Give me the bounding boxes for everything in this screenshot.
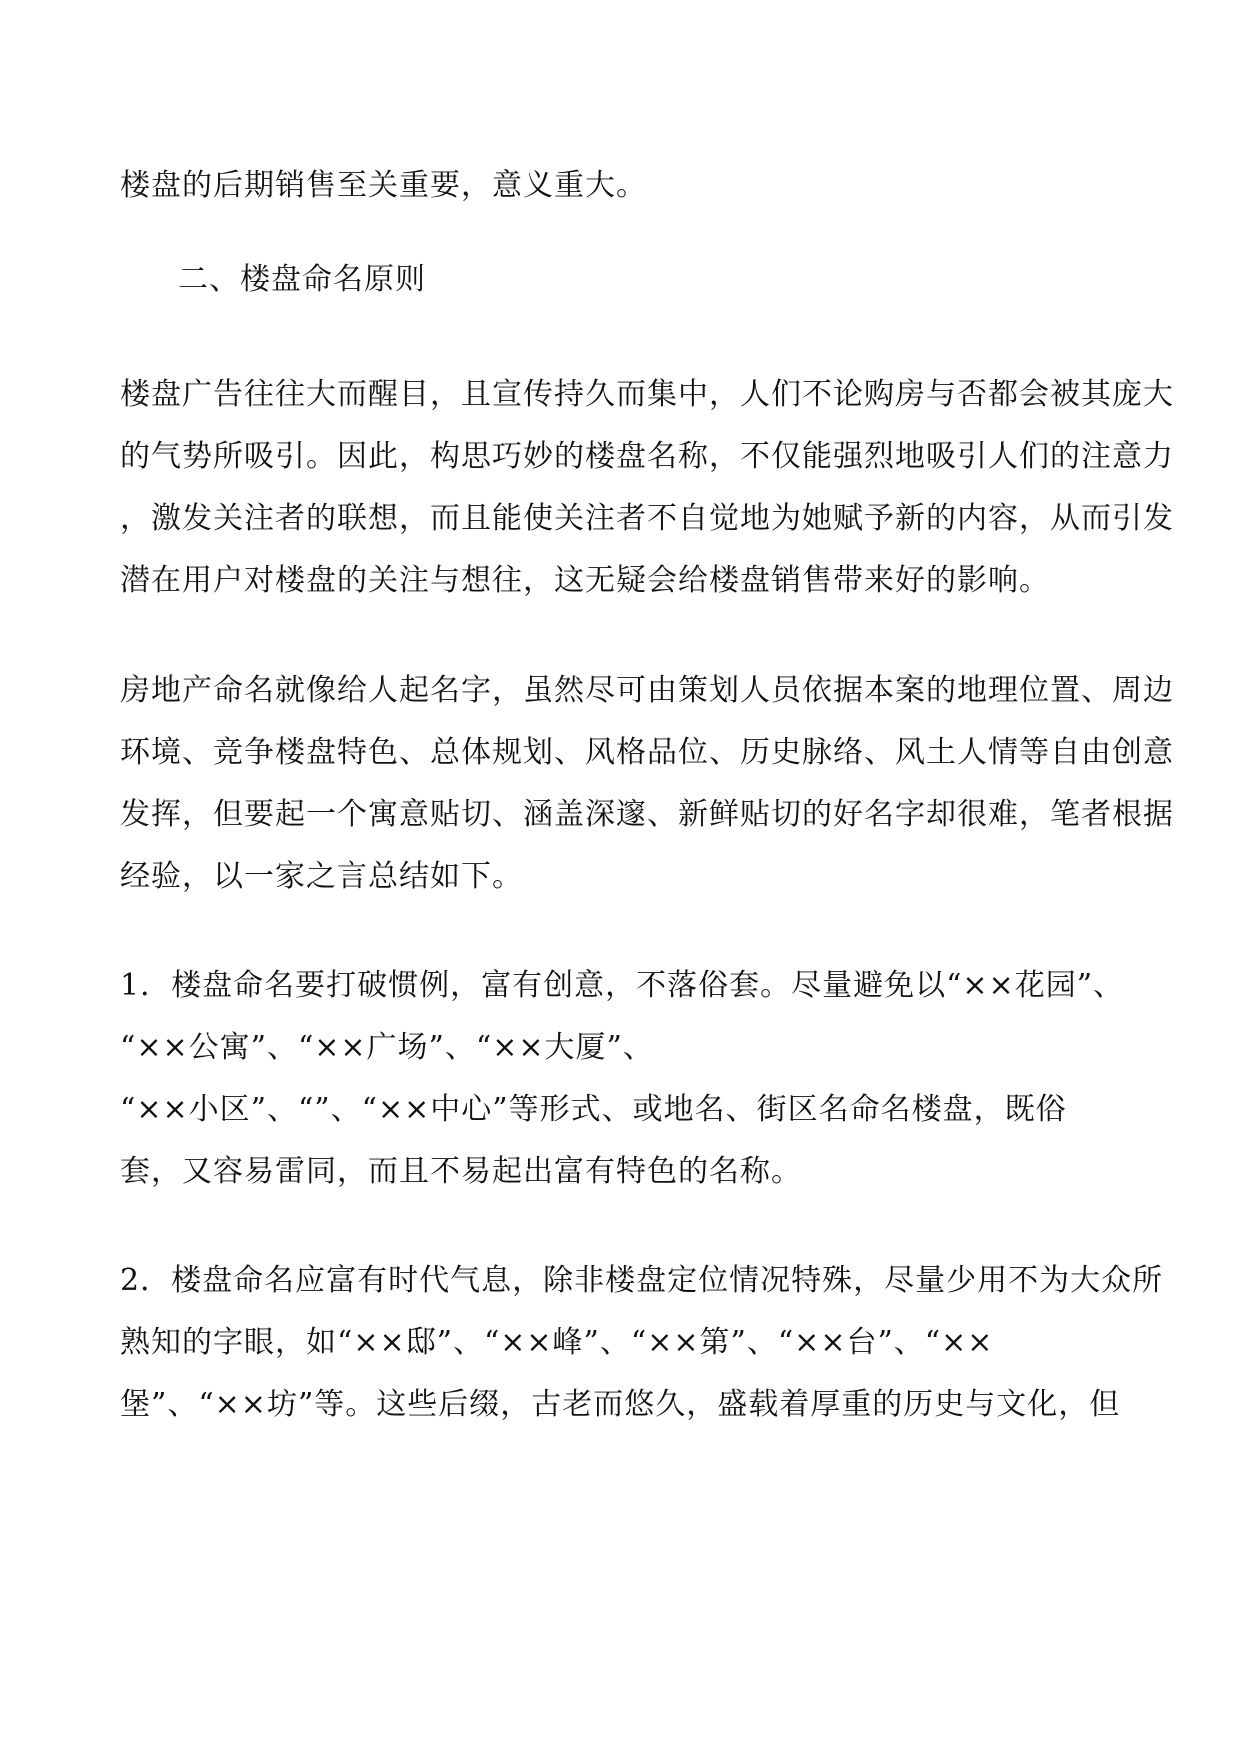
text-line: 堡”、“××坊”等。这些后缀，古老而悠久，盛载着厚重的历史与文化，但 xyxy=(120,1387,1121,1422)
text-line: 的气势所吸引。因此，构思巧妙的楼盘名称，不仅能强烈地吸引人们的注意力 xyxy=(120,439,1174,474)
text-line: ，激发关注者的联想，而且能使关注者不自觉地为她赋予新的内容，从而引发 xyxy=(120,501,1174,536)
text-line: 楼盘的后期销售至关重要，意义重大。 xyxy=(120,168,647,203)
text-line: 潜在用户对楼盘的关注与想往，这无疑会给楼盘销售带来好的影响。 xyxy=(120,563,1050,598)
text-line: “××小区”、“”、“××中心”等形式、或地名、街区名命名楼盘，既俗 xyxy=(120,1092,1067,1127)
text-line: 发挥，但要起一个寓意贴切、涵盖深邃、新鲜贴切的好名字却很难，笔者根据 xyxy=(120,797,1174,832)
text-line: 1．楼盘命名要打破惯例，富有创意，不落俗套。尽量避免以“××花园”、 xyxy=(120,968,1125,1003)
section-heading: 二、楼盘命名原则 xyxy=(178,262,426,297)
text-line: 房地产命名就像给人起名字，虽然尽可由策划人员依据本案的地理位置、周边 xyxy=(120,673,1174,708)
text-line: “××公寓”、“××广场”、“××大厦”、 xyxy=(120,1030,654,1065)
text-line: 楼盘广告往往大而醒目，且宣传持久而集中，人们不论购房与否都会被其庞大 xyxy=(120,377,1174,412)
text-line: 经验，以一家之言总结如下。 xyxy=(120,859,523,894)
text-line: 熟知的字眼，如“××邸”、“××峰”、“××第”、“××台”、“×× xyxy=(120,1325,994,1360)
text-line: 2．楼盘命名应富有时代气息，除非楼盘定位情况特殊，尽量少用不为大众所 xyxy=(120,1263,1164,1298)
text-line: 套，又容易雷同，而且不易起出富有特色的名称。 xyxy=(120,1154,802,1189)
text-line: 环境、竞争楼盘特色、总体规划、风格品位、历史脉络、风土人情等自由创意 xyxy=(120,735,1174,770)
